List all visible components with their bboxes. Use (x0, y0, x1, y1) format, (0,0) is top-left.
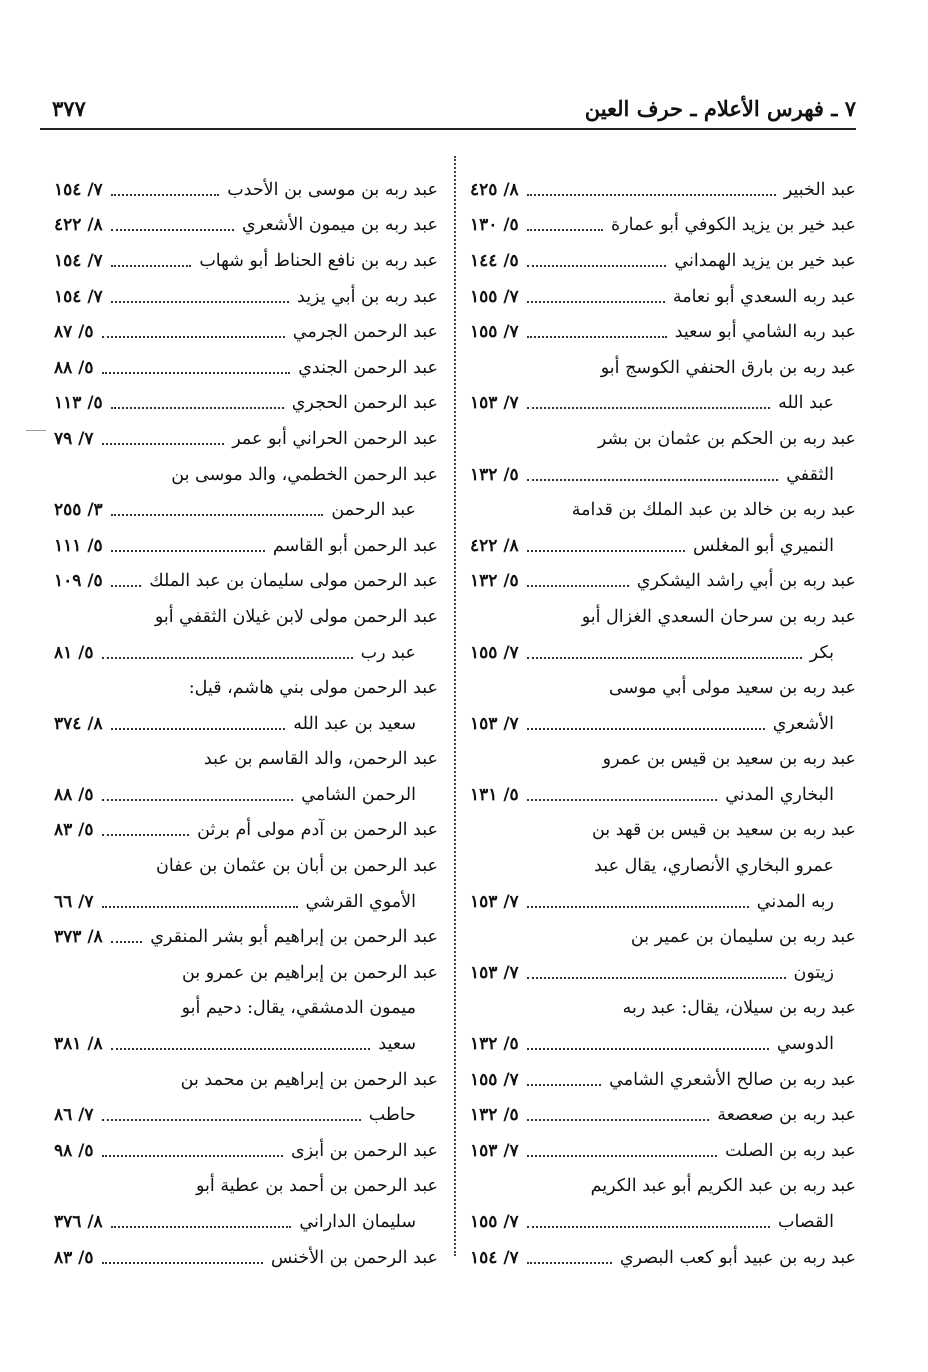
entry-name: عبد الرحمن الحراني أبو عمر (232, 428, 438, 449)
entry-reference: ٨/ ٤٢٥ (470, 179, 519, 200)
index-entry (54, 991, 438, 1027)
entry-name: عبد الرحمن الخطمي، والد موسى بن (171, 464, 438, 485)
leader-dots (527, 229, 603, 231)
entry-name: الأموي القرشي (305, 891, 416, 912)
entry-reference: ٨/ ٣٧٤ (54, 713, 103, 734)
entry-name: عبد ربه بن نافع الحناط أبو شهاب (199, 250, 438, 271)
index-entry (54, 599, 438, 635)
index-entry (54, 350, 438, 386)
entry-name: عبد الرحمن بن الأخنس (270, 1247, 438, 1268)
entry-reference: ٥/ ١٣٢ (470, 1105, 519, 1126)
entry-name: عبد الرحمن بن آدم مولى أم برثن (197, 820, 438, 841)
entry-reference: ٧/ ١٥٣ (470, 393, 519, 414)
entry-name: عبد ربه بن سعيد بن قيس بن عمرو (602, 749, 856, 770)
leader-dots (527, 194, 776, 196)
leader-dots (102, 1119, 361, 1121)
entry-name: البخاري المدني (725, 784, 834, 805)
entry-name: عبد ربه السعدي أبو نعامة (672, 286, 856, 307)
entry-name: عبد ربه بن خالد بن عبد الملك بن قدامة (571, 500, 856, 521)
index-entry (54, 172, 438, 208)
index-entry (54, 635, 438, 671)
index-entry (470, 1204, 856, 1240)
entry-name: عبد الرحمن الجندي (298, 357, 438, 378)
page-number: ٣٧٧ (52, 96, 86, 121)
entry-name: عبد ربه بن أبي يزيد (297, 286, 438, 307)
leader-dots (111, 514, 324, 516)
leader-dots (102, 372, 291, 374)
index-entry (470, 492, 856, 528)
entry-reference: ٥/ ٨٨ (54, 357, 94, 378)
entry-reference: ٥/ ٩٨ (54, 1140, 94, 1161)
entry-reference: ٥/ ١٣١ (470, 784, 519, 805)
index-entry (54, 706, 438, 742)
entry-reference: ٨/ ٣٧٣ (54, 927, 103, 948)
index-entry (470, 991, 856, 1027)
entry-name: عبد ربه بن سيلان، يقال: عبد ربه (622, 998, 856, 1019)
index-entry (470, 243, 856, 279)
entry-name: زيتون (793, 962, 834, 983)
leader-dots (111, 194, 220, 196)
leader-dots (111, 585, 142, 587)
leader-dots (111, 941, 143, 943)
entry-reference: ٨/ ٣٧٦ (54, 1212, 103, 1233)
index-entry (470, 884, 856, 920)
leader-dots (102, 1262, 263, 1264)
entry-name: عبد الرحمن بن أحمد بن عطية أبو (196, 1176, 438, 1197)
index-entry (470, 528, 856, 564)
index-entry (54, 208, 438, 244)
index-entry (54, 492, 438, 528)
index-entry (54, 421, 438, 457)
leader-dots (527, 585, 629, 587)
entry-name: عبد خير بن يزيد الكوفي أبو عمارة (611, 215, 856, 236)
index-entry (470, 172, 856, 208)
index-entry (54, 564, 438, 600)
entry-reference: ٥/ ١٣٠ (470, 215, 519, 236)
index-entry (54, 243, 438, 279)
leader-dots (102, 1155, 283, 1157)
entry-name: عبد الرحمن بن إبراهيم بن محمد بن (180, 1069, 438, 1090)
entry-name: عبد ربه بن ميمون الأشعري (241, 215, 438, 236)
leader-dots (102, 336, 285, 338)
leader-dots (527, 799, 718, 801)
entry-reference: ٧/ ١٥٥ (470, 1069, 519, 1090)
index-entry (54, 457, 438, 493)
entry-name: عبد الرحمن بن أبزى (291, 1140, 438, 1161)
entry-reference: ٥/ ١٣٢ (470, 464, 519, 485)
entry-name: سعيد (378, 1034, 416, 1055)
entry-reference: ٨/ ٤٢٢ (470, 535, 519, 556)
index-entry (470, 279, 856, 315)
entry-name: عبد الرحمن مولى سليمان بن عبد الملك (149, 571, 438, 592)
index-entry (54, 1133, 438, 1169)
leader-dots (111, 728, 286, 730)
entry-name: عبد خير بن يزيد الهمداني (674, 250, 856, 271)
leader-dots (111, 301, 289, 303)
index-entry (470, 1097, 856, 1133)
entry-name: عبد الرحمن بن إبراهيم بن عمرو بن (181, 962, 438, 983)
entry-reference: ٥/ ١٠٩ (54, 571, 103, 592)
entry-reference: ٧/ ١٥٥ (470, 642, 519, 663)
entry-reference: ٧/ ٧٩ (54, 428, 94, 449)
leader-dots (527, 906, 749, 908)
entry-reference: ٧/ ٨٦ (54, 1105, 94, 1126)
leader-dots (527, 1226, 770, 1228)
index-entry (54, 777, 438, 813)
entry-reference: ٧/ ١٥٣ (470, 713, 519, 734)
leader-dots (111, 265, 192, 267)
index-entry (470, 670, 856, 706)
leader-dots (102, 906, 298, 908)
leader-dots (111, 407, 284, 409)
entry-name: عبد ربه بن صعصعة (717, 1105, 856, 1126)
entry-name: عبد ربه الشامي أبو سعيد (674, 322, 856, 343)
index-entry (470, 955, 856, 991)
index-entry (470, 1240, 856, 1276)
index-entry (54, 386, 438, 422)
running-head-title: ٧ ـ فهرس الأعلام ـ حرف العين (584, 96, 856, 121)
entry-reference: ٥/ ٨١ (54, 642, 94, 663)
entry-reference: ٣/ ٢٥٥ (54, 500, 103, 521)
entry-name: الرحمن الشامي (301, 784, 416, 805)
entry-name: عبد ربه بن سعيد مولى أبي موسى (608, 678, 856, 699)
entry-name: الثقفي (786, 464, 834, 485)
index-entry (54, 1097, 438, 1133)
index-entry (470, 919, 856, 955)
entry-name: عبد الرحمن بن أبان بن عثمان بن عفان (156, 856, 438, 877)
index-entry (54, 314, 438, 350)
leader-dots (102, 443, 225, 445)
leader-dots (527, 1262, 612, 1264)
leader-dots (527, 1155, 717, 1157)
index-entry (470, 386, 856, 422)
entry-name: عبد ربه بن بارق الحنفي الكوسج أبو (600, 357, 856, 378)
index-entry (470, 1062, 856, 1098)
header-rule (40, 128, 856, 130)
leader-dots (111, 1226, 292, 1228)
index-entry (54, 1026, 438, 1062)
leader-dots (102, 657, 353, 659)
entry-reference: ٥/ ١٣٢ (470, 571, 519, 592)
index-entry (54, 919, 438, 955)
leader-dots (102, 799, 294, 801)
entry-name: عبد ربه بن أبي راشد اليشكري (636, 571, 856, 592)
entry-reference: ٥/ ٨٣ (54, 1247, 94, 1268)
index-entry (470, 350, 856, 386)
leader-dots (527, 977, 786, 979)
index-entry (54, 848, 438, 884)
leader-dots (527, 265, 667, 267)
entry-name: عبد ربه بن الصلت (725, 1140, 856, 1161)
index-entry (54, 1062, 438, 1098)
entry-name: الدوسي (776, 1034, 834, 1055)
index-entry (54, 884, 438, 920)
leader-dots (527, 479, 779, 481)
index-entry (54, 670, 438, 706)
entry-reference: ٨/ ٣٨١ (54, 1034, 103, 1055)
index-entry (470, 421, 856, 457)
index-entry (470, 314, 856, 350)
entry-reference: ٧/ ١٥٥ (470, 1212, 519, 1233)
leader-dots (102, 834, 190, 836)
entry-name: عبد ربه بن سرحان السعدي الغزال أبو (581, 606, 856, 627)
entry-name: القصاب (777, 1212, 834, 1233)
entry-name: عبد الرحمن، والد القاسم بن عبد (203, 749, 438, 770)
entry-name: عبد ربه بن عبد الكريم أبو عبد الكريم (590, 1176, 856, 1197)
entry-name: عبد الرحمن الجرمي (292, 322, 438, 343)
entry-name: عبد ربه بن سعيد بن قيس بن قهد بن (591, 820, 856, 841)
entry-reference: ٥/ ٨٣ (54, 820, 94, 841)
index-entry (470, 599, 856, 635)
leader-dots (527, 336, 667, 338)
entry-reference: ٧/ ١٥٥ (470, 286, 519, 307)
entry-name: سعيد بن عبد الله (293, 713, 416, 734)
index-entry (470, 777, 856, 813)
index-entry (54, 813, 438, 849)
entry-name: عمرو البخاري الأنصاري، يقال عبد (594, 856, 834, 877)
index-entry (54, 955, 438, 991)
index-entry (470, 848, 856, 884)
entry-name: ميمون الدمشقي، يقال: دحيم أبو (181, 998, 416, 1019)
entry-reference: ٥/ ١١١ (54, 535, 103, 556)
entry-reference: ٥/ ٨٨ (54, 784, 94, 805)
entry-name: عبد ربه بن الحكم بن عثمان بن بشر (597, 428, 856, 449)
leader-dots (527, 1084, 601, 1086)
leader-dots (527, 657, 802, 659)
leader-dots (527, 728, 765, 730)
entry-name: عبد الرحمن مولى بني هاشم، قيل: (188, 678, 438, 699)
page-header (40, 94, 856, 130)
column-separator (454, 156, 456, 1256)
entry-name: عبد الخبير (783, 179, 856, 200)
index-column-left (54, 172, 438, 1275)
entry-reference: ٥/ ١١٣ (54, 393, 103, 414)
index-entry (54, 1169, 438, 1205)
entry-name: حاطب (368, 1105, 416, 1126)
entry-name: عبد ربه بن موسى بن الأحدب (227, 179, 438, 200)
entry-reference: ٥/ ١٤٤ (470, 250, 519, 271)
entry-name: عبد رب (360, 642, 416, 663)
entry-reference: ٧/ ١٥٤ (54, 179, 103, 200)
entry-name: عبد الرحمن مولى لابن غيلان الثقفي أبو (154, 606, 438, 627)
index-entry (54, 1204, 438, 1240)
leader-dots (527, 1119, 710, 1121)
entry-name: عبد الرحمن بن إبراهيم أبو بشر المنقري (150, 927, 438, 948)
leader-dots (527, 301, 665, 303)
leader-dots (111, 1048, 371, 1050)
entry-reference: ٧/ ١٥٤ (54, 250, 103, 271)
entry-name: بكر (809, 642, 834, 663)
entry-name: عبد الرحمن (331, 500, 416, 521)
entry-name: سليمان الداراني (299, 1212, 416, 1233)
index-entry (54, 742, 438, 778)
entry-reference: ٧/ ١٥٣ (470, 891, 519, 912)
index-entry (470, 457, 856, 493)
index-entry (470, 635, 856, 671)
entry-name: عبد ربه بن سليمان بن عمير بن (630, 927, 856, 948)
entry-reference: ٧/ ١٥٥ (470, 322, 519, 343)
entry-reference: ٨/ ٤٢٢ (54, 215, 103, 236)
leader-dots (527, 550, 685, 552)
leader-dots (527, 407, 770, 409)
index-entry (54, 528, 438, 564)
entry-name: النميري أبو المغلس (693, 535, 834, 556)
entry-name: عبد الرحمن أبو القاسم (272, 535, 438, 556)
margin-mark (26, 430, 46, 431)
entry-reference: ٧/ ٦٦ (54, 891, 94, 912)
index-entry (470, 1133, 856, 1169)
entry-reference: ٧/ ١٥٤ (54, 286, 103, 307)
leader-dots (527, 1048, 769, 1050)
entry-name: عبد ربه بن عبيد أبو كعب البصري (619, 1247, 856, 1268)
entry-reference: ٧/ ١٥٣ (470, 962, 519, 983)
index-entry (54, 279, 438, 315)
entry-reference: ٧/ ١٥٣ (470, 1140, 519, 1161)
index-entry (470, 564, 856, 600)
leader-dots (111, 229, 234, 231)
index-entry (470, 742, 856, 778)
entry-reference: ٧/ ١٥٤ (470, 1247, 519, 1268)
index-entry (54, 1240, 438, 1276)
entry-reference: ٥/ ١٣٢ (470, 1034, 519, 1055)
entry-name: ربه المدني (756, 891, 834, 912)
index-column-right (470, 172, 856, 1275)
leader-dots (111, 550, 265, 552)
entry-name: عبد ربه بن صالح الأشعري الشامي (609, 1069, 856, 1090)
index-entry (470, 1026, 856, 1062)
entry-name: عبد الله (778, 393, 834, 414)
index-entry (470, 813, 856, 849)
index-entry (470, 208, 856, 244)
entry-name: عبد الرحمن الحجري (291, 393, 438, 414)
index-entry (470, 1169, 856, 1205)
entry-reference: ٥/ ٨٧ (54, 322, 94, 343)
index-entry (470, 706, 856, 742)
entry-name: الأشعري (772, 713, 834, 734)
